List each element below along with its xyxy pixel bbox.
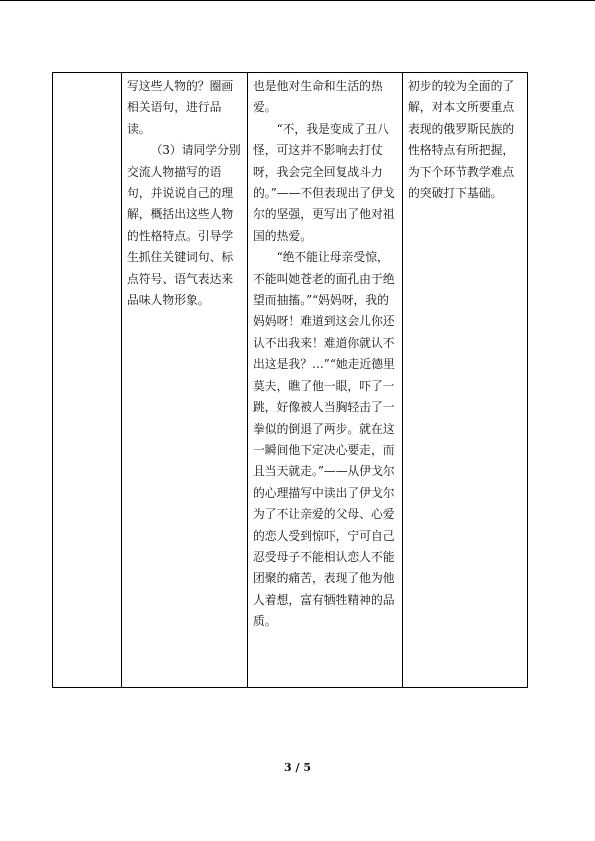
header-rule xyxy=(0,0,595,1)
col2-paragraph: （3）请同学分别交流人物描写的语句，并说说自己的理解，概括出这些人物的性格特点。引导学生抓住关键词句、标点符号、语气表达来品味人物形象。 xyxy=(127,143,241,308)
page-number: 3 / 5 xyxy=(284,761,311,774)
table-cell-col4 xyxy=(408,76,525,204)
table-cell-col3 xyxy=(253,76,398,633)
col3-paragraph: “绝不能让母亲受惊，不能叫她苍老的面孔由于绝望而抽搐。”“妈妈呀，我的妈妈呀！难道到这会儿你还认不出我来！难道你就认不出这是我？…”“她走近德里莫夫，瞧了他一眼，吓了一跳，好像被人当胸轻击了一拳似的倒退了两步。就在这一瞬间他下定决心要走，而且当天就走。”——从伊戈尔的心理描写中读出了伊戈尔为了不让亲爱的父母、心爱的恋人受到惊吓，宁可自己忍受母子不能相认恋人不能团聚的痛苦，表现了他为他人着想，富有牺牲精神的品质。 xyxy=(253,250,395,629)
col3-paragraph: 也是他对生命和生活的热爱。 xyxy=(253,79,383,115)
column-divider xyxy=(247,73,248,687)
col3-paragraph: “不，我是变成了丑八怪，可这并不影响去打仗呀，我会完全回复战斗力的。”——不但表现出了伊戈尔的坚强，更写出了他对祖国的热爱。 xyxy=(253,121,395,243)
column-divider xyxy=(121,73,122,687)
lesson-table xyxy=(52,72,528,688)
col2-paragraph: 写这些人物的？圈画相关语句，进行品读。 xyxy=(127,79,234,136)
column-divider xyxy=(402,73,403,687)
table-cell-col2 xyxy=(127,76,241,311)
col4-paragraph: 初步的较为全面的了解，对本文所要重点表现的俄罗斯民族的性格特点有所把握，为下个环节教学难点的突破打下基础。 xyxy=(408,79,515,201)
